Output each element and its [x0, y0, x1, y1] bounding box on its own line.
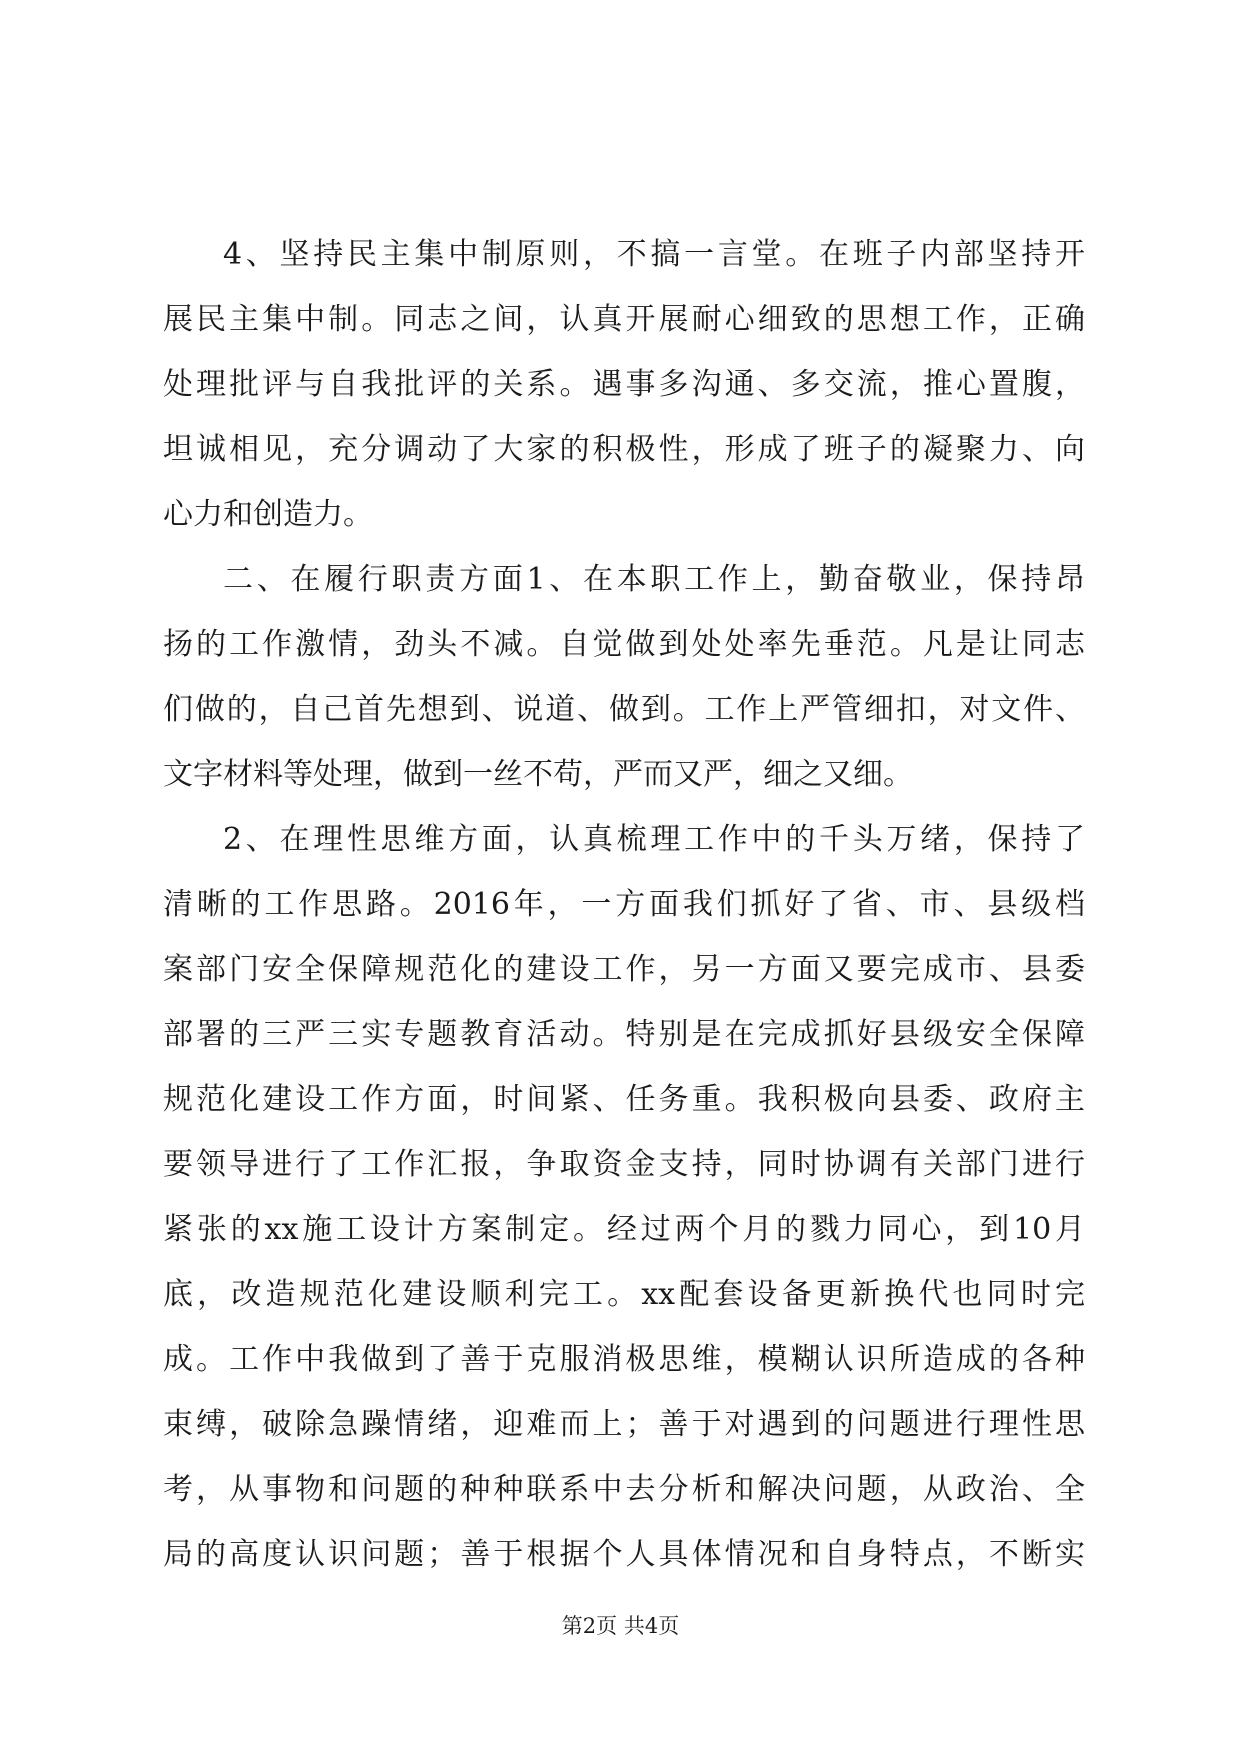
paragraph-2-line-5: 规范化建设工作方面，时间紧、任务重。我积极向县委、政府主 — [163, 1082, 1085, 1117]
paragraph-2-line-10: 束缚，破除急躁情绪，迎难而上；善于对遇到的问题进行理性思 — [163, 1407, 1085, 1442]
paragraph-2-line-8: 底，改造规范化建设顺利完工。xx配套设备更新换代也同时完 — [163, 1277, 1085, 1312]
paragraph-4-line-1: 4、坚持民主集中制原则，不搞一言堂。在班子内部坚持开 — [223, 237, 1085, 272]
paragraph-2-line-9: 成。工作中我做到了善于克服消极思维，模糊认识所造成的各种 — [163, 1342, 1085, 1377]
paragraph-2-line-7: 紧张的xx施工设计方案制定。经过两个月的戮力同心，到10月 — [163, 1212, 1085, 1247]
section-2-line-4: 文字材料等处理，做到一丝不苟，严而又严，细之又细。 — [163, 757, 913, 792]
section-2-line-1: 二、在履行职责方面1、在本职工作上，勤奋敬业，保持昂 — [223, 562, 1085, 597]
paragraph-4-line-2: 展民主集中制。同志之间，认真开展耐心细致的思想工作，正确 — [163, 302, 1085, 337]
paragraph-4-line-5: 心力和创造力。 — [163, 497, 373, 532]
paragraph-2-line-3: 案部门安全保障规范化的建设工作，另一方面又要完成市、县委 — [163, 952, 1085, 987]
document-body — [163, 222, 1085, 1587]
section-2-line-3: 们做的，自己首先想到、说道、做到。工作上严管细扣，对文件、 — [163, 692, 1085, 727]
paragraph-2-line-4: 部署的三严三实专题教育活动。特别是在完成抓好县级安全保障 — [163, 1017, 1085, 1052]
paragraph-2-line-2: 清晰的工作思路。2016年，一方面我们抓好了省、市、县级档 — [163, 887, 1085, 922]
paragraph-2-line-1: 2、在理性思维方面，认真梳理工作中的千头万绪，保持了 — [223, 822, 1085, 857]
section-2-line-2: 扬的工作激情，劲头不减。自觉做到处处率先垂范。凡是让同志 — [163, 627, 1085, 662]
paragraph-2-line-11: 考，从事物和问题的种种联系中去分析和解决问题，从政治、全 — [163, 1472, 1085, 1507]
paragraph-2-line-6: 要领导进行了工作汇报，争取资金支持，同时协调有关部门进行 — [163, 1147, 1085, 1182]
page-number-footer: 第2页 共4页 — [561, 1614, 680, 1638]
paragraph-2-line-12: 局的高度认识问题；善于根据个人具体情况和自身特点，不断实 — [163, 1537, 1085, 1572]
paragraph-4-line-4: 坦诚相见，充分调动了大家的积极性，形成了班子的凝聚力、向 — [163, 432, 1085, 467]
paragraph-4-line-3: 处理批评与自我批评的关系。遇事多沟通、多交流，推心置腹， — [163, 367, 1085, 402]
